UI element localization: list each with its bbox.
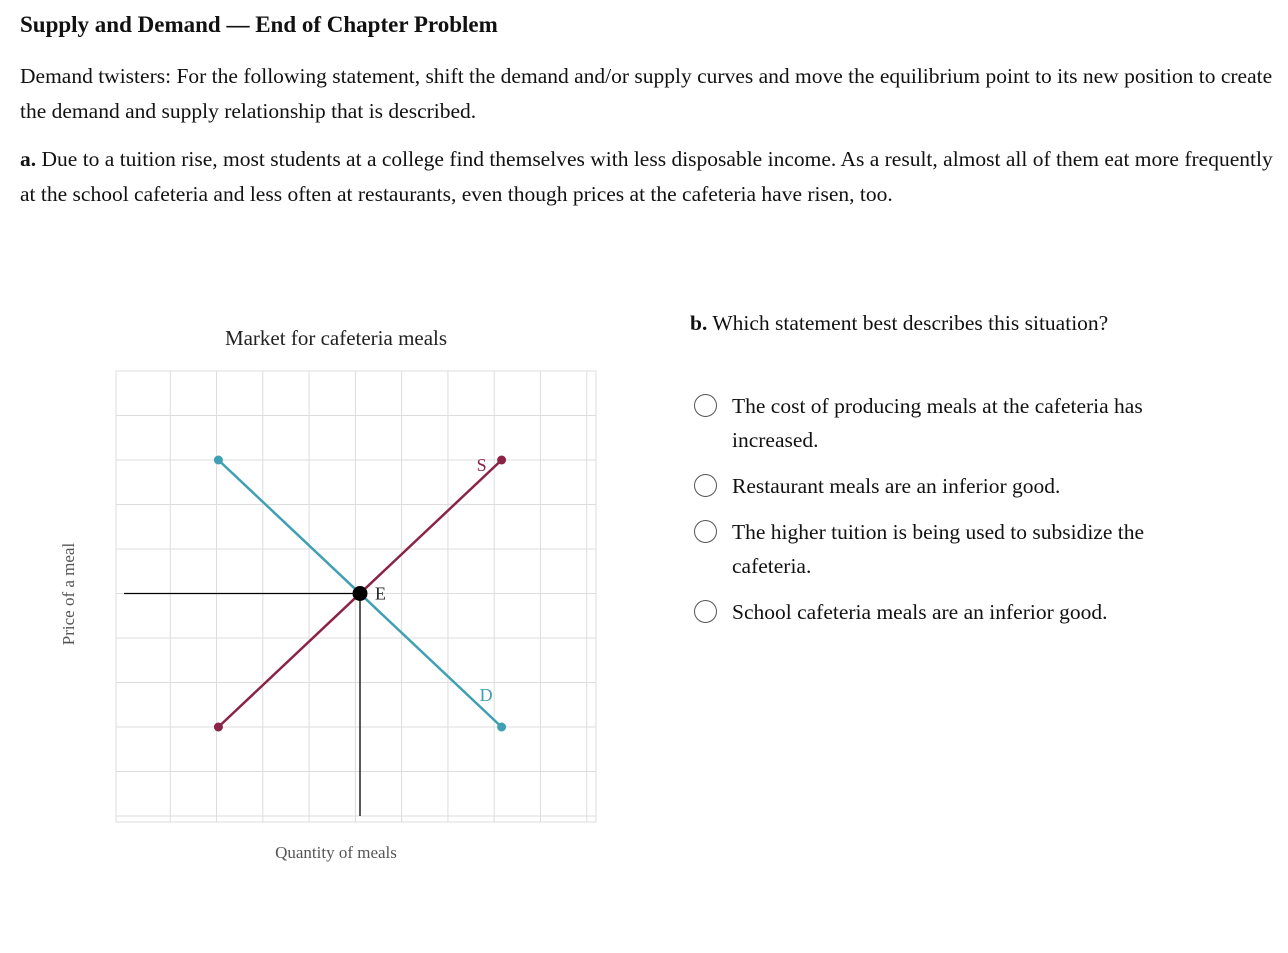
answer-option-text: The higher tuition is being used to subsidize the cafeteria.: [732, 520, 1145, 578]
equilibrium-point[interactable]: [353, 586, 368, 601]
equilibrium-label: E: [375, 583, 386, 604]
radio-button[interactable]: [694, 394, 717, 417]
x-axis-label: Quantity of meals: [275, 843, 397, 862]
supply-curve-handle[interactable]: [214, 723, 223, 732]
radio-button[interactable]: [694, 474, 717, 497]
intro-text: Demand twisters: For the following statement, shift the demand and/or supply curves and move the equilibrium point to its new position to create the demand and supply relationship that is described.: [20, 64, 1273, 123]
answer-option-text: Restaurant meals are an inferior good.: [732, 474, 1061, 498]
answer-option[interactable]: [694, 595, 1254, 629]
answer-option[interactable]: [694, 469, 1254, 503]
answer-options: [694, 389, 1254, 641]
part-b-question-text: Which statement best describes this situation?: [712, 311, 1109, 335]
curve-labels: [375, 455, 493, 705]
y-axis-label: Price of a meal: [59, 542, 78, 646]
demand-label: D: [479, 685, 493, 705]
answer-option[interactable]: [694, 389, 1254, 457]
part-b-question: [690, 311, 1108, 336]
supply-curve-handle[interactable]: [497, 456, 506, 465]
answer-option-text: The cost of producing meals at the cafeteria has increased.: [732, 394, 1143, 452]
graph-title: Market for cafeteria meals: [224, 326, 448, 350]
part-a-statement: Due to a tuition rise, most students at a college find themselves with less disposable income. As a result, almost all of them eat more frequently at the school cafeteria and less often at restaurants, even though prices at the cafeteria have risen, too.: [20, 147, 1273, 206]
answer-option-text: School cafeteria meals are an inferior good.: [732, 600, 1108, 624]
demand-curve-handle[interactable]: [214, 456, 223, 465]
part-b-label: b.: [690, 311, 708, 335]
radio-button[interactable]: [694, 520, 717, 543]
page-title: Supply and Demand — End of Chapter Problem: [20, 12, 498, 37]
demand-curve-handle[interactable]: [497, 723, 506, 732]
supply-label: S: [476, 455, 487, 475]
part-a-label: a.: [20, 147, 37, 171]
answer-option[interactable]: [694, 515, 1254, 583]
radio-button[interactable]: [694, 600, 717, 623]
